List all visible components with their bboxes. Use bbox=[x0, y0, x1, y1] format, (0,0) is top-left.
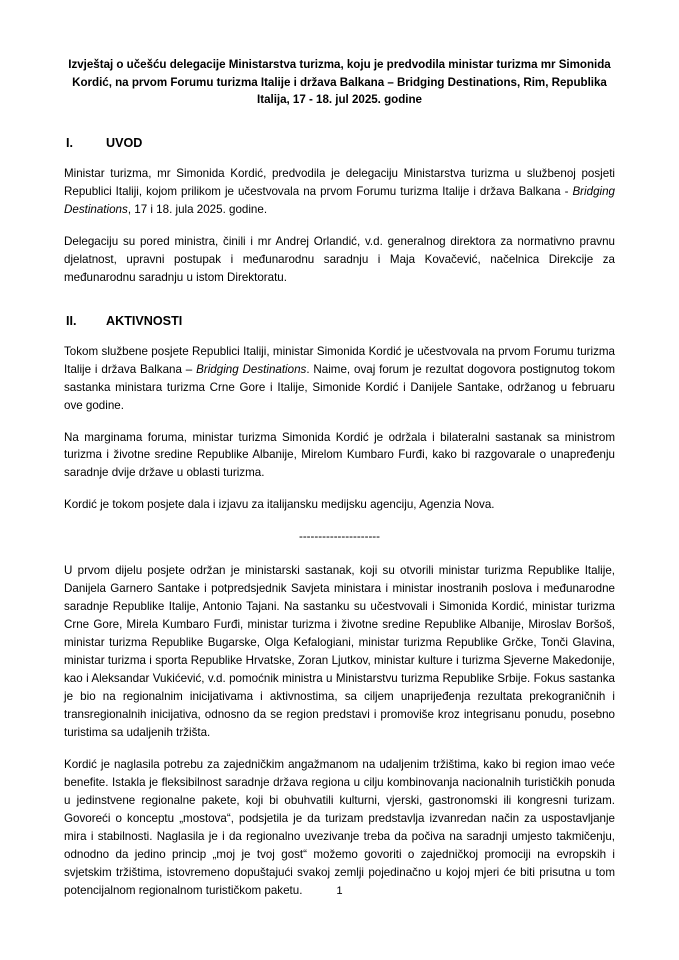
paragraph: Kordić je tokom posjete dala i izjavu za italijansku medijsku agenciju, Agenzia Nova. bbox=[64, 498, 495, 512]
paragraph bbox=[64, 343, 615, 415]
section-uvod bbox=[64, 136, 615, 287]
paragraph: U prvom dijelu posjete održan je ministarski sastanak, koji su otvorili ministar turizma Republike Italije, Danijela Garnero Santake i potpredsjednik Savjeta ministara i ministar inostranih poslova i međunarodne saradnje Republike Italije, Antonio Tajani. Na sastanku su učestvovali i Simonida Kordić, ministar turizma Crne Gore, Mirela Kumbaro Furđi, ministar turizma i životne sredine Republike Albanije, Miroslav Boršoš, ministar turizma Republike Bugarske, Olga Kefalogiani, ministar turizma Republike Grčke, Tonči Glavina, ministar turizma i sporta Republike Hrvatske, Zoran Ljutkov, ministar kulture i turizma Sjeverne Makedonije, kao i Aleksandar Vukićević, v.d. pomoćnik ministra u Ministarstvu turizma Republike Srbije. Fokus sastanka je bio na regionalnim inicijativama i aktivnostima, sa ciljem unaprijeđenja rezultata prekograničnih i transregionalnih inicijativa, odnosno da se region predstavi i promoviše kroz integrisanu ponudu, posebno turistima sa udaljenih tržišta. bbox=[64, 564, 615, 740]
section-aktivnosti-number: II. bbox=[66, 313, 77, 328]
paragraph: Delegaciju su pored ministra, činili i mr Andrej Orlandić, v.d. generalnog direktora za normativno pravnu djelatnost, upravni postupak i međunarodnu saradnju i Maja Kovačević, načelnica Direkcije za međunarodnu saradnju u istom Direktoratu. bbox=[64, 234, 615, 284]
page-title: Izvještaj o učešću delegacije Ministarstva turizma, koju je predvodila ministar turizma mr Simonida Kordić, na prvom Forumu turizma Italije i država Balkana – Bridging Destinations, Rim, Republika Italija, 17 - 18. jul 2025. godine bbox=[68, 58, 611, 107]
section-uvod-title: UVOD bbox=[106, 135, 143, 150]
section-uvod-number: I. bbox=[66, 135, 73, 150]
section-aktivnosti-heading bbox=[64, 314, 615, 328]
section-aktivnosti bbox=[64, 314, 615, 900]
section-aktivnosti-title: AKTIVNOSTI bbox=[106, 313, 183, 328]
document-body bbox=[64, 56, 615, 900]
page-number: 1 bbox=[336, 885, 343, 897]
paragraph: Na marginama foruma, ministar turizma Simonida Kordić je održala i bilateralni sastanak sa ministrom turizma i životne sredine Republike Albanije, Mirelom Kumbaro Furđi, kako bi razgovarale o unapređenju saradnje dvije države u oblasti turizma. bbox=[64, 430, 615, 480]
italic-phrase: Bridging Destinations bbox=[64, 184, 615, 216]
paragraph-text: Tokom službene posjete Republici Italiji, ministar Simonida Kordić je učestvovala na prvom Forumu turizma Italije i država Balkana – bbox=[64, 344, 615, 376]
paragraph-text: Ministar turizma, mr Simonida Kordić, predvodila je delegaciju Ministarstva turizma u službenoj posjeti Republici Italiji, kojom prilikom je učestvovala na prvom Forumu turizma Italije i država Balkana - bbox=[64, 166, 615, 198]
paragraph bbox=[64, 165, 615, 219]
section-uvod-heading bbox=[64, 136, 615, 150]
paragraph: Kordić je naglasila potrebu za zajedničkim angažmanom na udaljenim tržištima, kako bi region imao veće benefite. Istakla je fleksibilnost saradnje država regiona u cilju kombinovanja nacionalnih turističkih ponuda u jedinstvene regionalne pakete, koji bi obuhvatili kulturni, vjerski, gastronomski ili kongresni turizam. Govoreći o konceptu „mostova“, podsjetila je da turizam predstavlja izvanredan način za uspostavljanje mira i stabilnosti. Naglasila je i da regionalno uvezivanje treba da počiva na saradnji umjesto takmičenju, odnodno da jedino princip „moj je tvoj gost“ možemo govoriti o zajedničkoj promociji na evropskih i svjetskim tržištima, istovremeno dopuštajući svakoj zemlji pojedinačno u kojoj mjeri će biti prisutna u tom potencijalnom regionalnom turističkom paketu. bbox=[64, 758, 615, 897]
paragraph-text: . Naime, ovaj forum je rezultat dogovora postignutog tokom sastanka ministara turizma Crne Gore i Italije, Simonide Kordić i Danijele Santake, održanog u februaru ove godine. bbox=[64, 362, 616, 412]
paragraph-text: , 17 i 18. jula 2025. godine. bbox=[127, 202, 268, 216]
section-divider: --------------------- bbox=[298, 530, 381, 544]
italic-phrase: Bridging Destinations bbox=[196, 362, 307, 376]
